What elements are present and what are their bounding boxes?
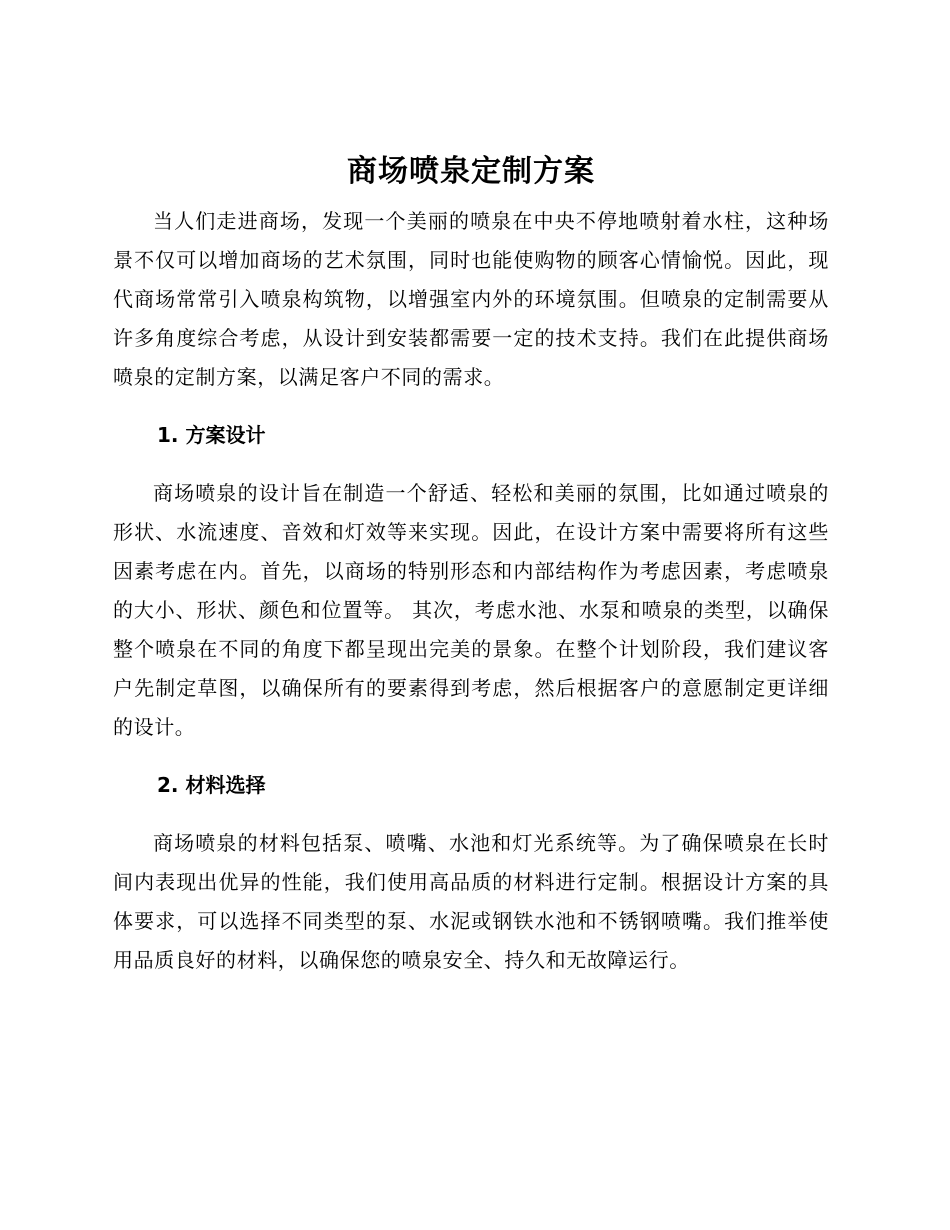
section-body-materials: 商场喷泉的材料包括泵、喷嘴、水池和灯光系统等。为了确保喷泉在长时间内表现出优异的性能，我们使用高品质的材料进行定制。根据设计方案的具体要求，可以选择不同类型的泵、水泥或钢铁水池和不锈钢喷嘴。我们推举使用品质良好的材料，以确保您的喷泉安全、持久和无故障运行。	[113, 831, 829, 972]
section-heading-design: 1. 方案设计	[157, 423, 266, 447]
document-page	[113, 150, 829, 980]
document-title: 商场喷泉定制方案	[347, 154, 595, 189]
section-heading-materials: 2. 材料选择	[157, 773, 266, 797]
section-body-design: 商场喷泉的设计旨在制造一个舒适、轻松和美丽的氛围，比如通过喷泉的形状、水流速度、音效和灯效等来实现。因此，在设计方案中需要将所有这些因素考虑在内。首先，以商场的特别形态和内部结构作为考虑因素，考虑喷泉的大小、形状、颜色和位置等。 其次，考虑水池、水泵和喷泉的类型，以确保整个喷泉在不同的角度下都呈现出完美的景象。在整个计划阶段，我们建议客户先制定草图，以确保所有的要素得到考虑，然后根据客户的意愿制定更详细的设计。	[113, 481, 829, 739]
intro-paragraph: 当人们走进商场，发现一个美丽的喷泉在中央不停地喷射着水柱，这种场景不仅可以增加商场的艺术氛围，同时也能使购物的顾客心情愉悦。因此，现代商场常常引入喷泉构筑物，以增强室内外的环境氛围。但喷泉的定制需要从许多角度综合考虑，从设计到安装都需要一定的技术支持。我们在此提供商场喷泉的定制方案，以满足客户不同的需求。	[113, 209, 829, 389]
